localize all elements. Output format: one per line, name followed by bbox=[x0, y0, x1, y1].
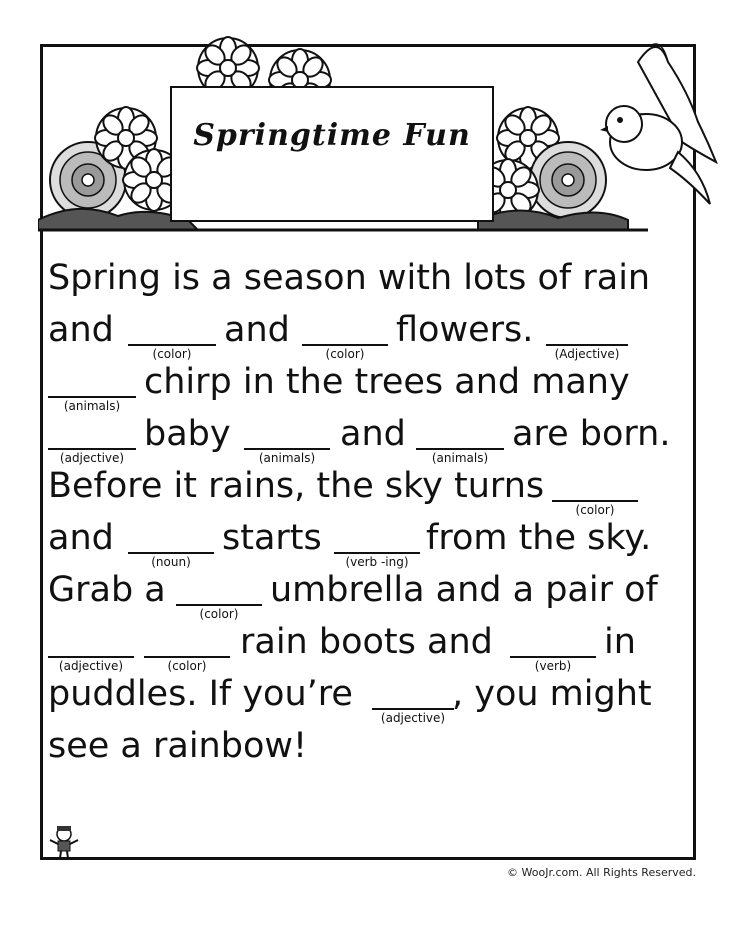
line-text: Spring is a season with lots of rain bbox=[48, 258, 651, 298]
blank-hint-label: (verb -ing) bbox=[345, 555, 409, 569]
text-line bbox=[48, 252, 688, 304]
fill-in-blank[interactable] bbox=[144, 626, 230, 658]
blank-hint-label: (verb) bbox=[534, 659, 572, 673]
blank-hint-label: (color) bbox=[152, 347, 192, 361]
fill-in-blank[interactable] bbox=[334, 522, 420, 554]
line-text: rain boots and bbox=[240, 622, 493, 662]
blank-hint-label: (color) bbox=[325, 347, 365, 361]
line-text: starts bbox=[222, 518, 322, 558]
line-text: Grab a bbox=[48, 570, 166, 610]
line-text: in bbox=[604, 622, 636, 662]
fill-in-blank[interactable] bbox=[244, 418, 330, 450]
line-text: baby bbox=[144, 414, 231, 454]
line-text: are born. bbox=[512, 414, 671, 454]
page-title: Springtime Fun bbox=[193, 118, 471, 153]
title-banner bbox=[170, 86, 494, 222]
line-text: and bbox=[224, 310, 290, 350]
blank-hint-label: (noun) bbox=[151, 555, 191, 569]
fill-in-blank[interactable] bbox=[416, 418, 504, 450]
text-line bbox=[48, 616, 688, 673]
blank-hint-label: (adjective) bbox=[58, 659, 124, 673]
line-text: and bbox=[340, 414, 406, 454]
text-line bbox=[48, 564, 688, 621]
fill-in-blank[interactable] bbox=[48, 418, 136, 450]
fill-in-blank[interactable] bbox=[372, 678, 454, 710]
blank-hint-label: (Adjective) bbox=[554, 347, 620, 361]
blank-hint-label: (color) bbox=[199, 607, 239, 621]
text-line bbox=[48, 668, 688, 725]
text-line bbox=[48, 356, 688, 413]
blank-hint-label: (animals) bbox=[258, 451, 316, 465]
line-text: and bbox=[48, 310, 114, 350]
fill-in-blank[interactable] bbox=[552, 470, 638, 502]
copyright-footer: © WooJr.com. All Rights Reserved. bbox=[507, 866, 696, 879]
flower-icon bbox=[530, 142, 606, 218]
fill-in-blank[interactable] bbox=[302, 314, 388, 346]
blank-hint-label: (adjective) bbox=[380, 711, 446, 725]
line-text: Before it rains, the sky turns bbox=[48, 466, 545, 506]
text-line bbox=[48, 408, 688, 465]
line-text: and bbox=[48, 518, 114, 558]
text-line bbox=[48, 512, 688, 569]
bird-icon bbox=[598, 32, 720, 214]
line-text: chirp in the trees and many bbox=[144, 362, 630, 402]
fill-in-blank[interactable] bbox=[128, 314, 216, 346]
text-line bbox=[48, 304, 688, 361]
line-text: from the sky. bbox=[426, 518, 652, 558]
line-text: see a rainbow! bbox=[48, 726, 308, 766]
text-line bbox=[48, 460, 688, 517]
madlib-body bbox=[48, 252, 688, 772]
line-text: , you might bbox=[452, 674, 652, 714]
blank-hint-label: (adjective) bbox=[59, 451, 125, 465]
fill-in-blank[interactable] bbox=[176, 574, 262, 606]
blank-hint-label: (animals) bbox=[431, 451, 489, 465]
fill-in-blank[interactable] bbox=[510, 626, 596, 658]
line-text: flowers. bbox=[396, 310, 534, 350]
fill-in-blank[interactable] bbox=[546, 314, 628, 346]
kid-mascot-icon bbox=[46, 826, 82, 858]
fill-in-blank[interactable] bbox=[48, 626, 134, 658]
blank-hint-label: (color) bbox=[575, 503, 615, 517]
line-text: umbrella and a pair of bbox=[270, 570, 658, 610]
fill-in-blank[interactable] bbox=[48, 366, 136, 398]
blank-hint-label: (animals) bbox=[63, 399, 121, 413]
blank-hint-label: (color) bbox=[167, 659, 207, 673]
fill-in-blank[interactable] bbox=[128, 522, 214, 554]
text-line bbox=[48, 720, 688, 772]
line-text: puddles. If you’re bbox=[48, 674, 353, 714]
